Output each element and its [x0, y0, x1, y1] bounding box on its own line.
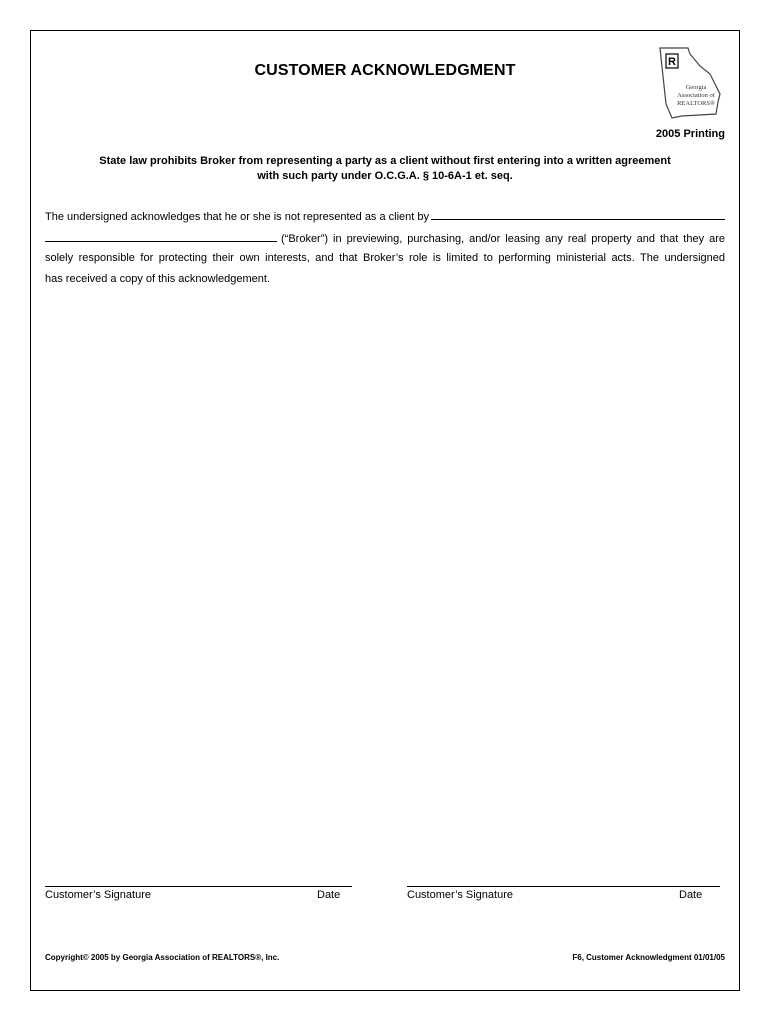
- copyright-footer: Copyright© 2005 by Georgia Association of REALTORS®, Inc.: [45, 953, 280, 962]
- georgia-realtors-logo: [652, 44, 724, 120]
- paragraph-line: has received a copy of this acknowledgement.: [45, 273, 271, 285]
- date-label: Date: [317, 889, 341, 901]
- signature-line-2[interactable]: [407, 886, 720, 887]
- paragraph-line: (“Broker”) in previewing, purchasing, and/or leasing any real property and that they are: [45, 230, 725, 247]
- signature-label: Customer’s Signature: [407, 889, 513, 901]
- notice-line: with such party under O.C.G.A. § 10-6A-1 et. seq.: [257, 170, 513, 182]
- notice-line: State law prohibits Broker from representing a party as a client without first entering into a written agreement: [99, 155, 671, 167]
- paragraph-line: solely responsible for protecting their own interests, and that Broker’s role is limited to performing ministerial acts. The undersigned: [45, 252, 725, 264]
- logo-text: Georgia Association of REALTORS®: [677, 84, 715, 107]
- broker-name-blank-2[interactable]: [45, 230, 277, 242]
- form-id-footer: F6, Customer Acknowledgment 01/01/05: [572, 953, 725, 962]
- date-label: Date: [679, 889, 703, 901]
- legal-notice: [0, 154, 770, 184]
- signature-line-1[interactable]: [45, 886, 352, 887]
- printing-year: 2005 Printing: [655, 128, 725, 140]
- broker-name-blank-1[interactable]: [431, 208, 725, 220]
- paragraph-line: The undersigned acknowledges that he or she is not represented as a client by: [45, 208, 725, 225]
- signature-label: Customer’s Signature: [45, 889, 151, 901]
- document-title: CUSTOMER ACKNOWLEDGMENT: [254, 62, 516, 79]
- svg-text:R: R: [668, 56, 676, 68]
